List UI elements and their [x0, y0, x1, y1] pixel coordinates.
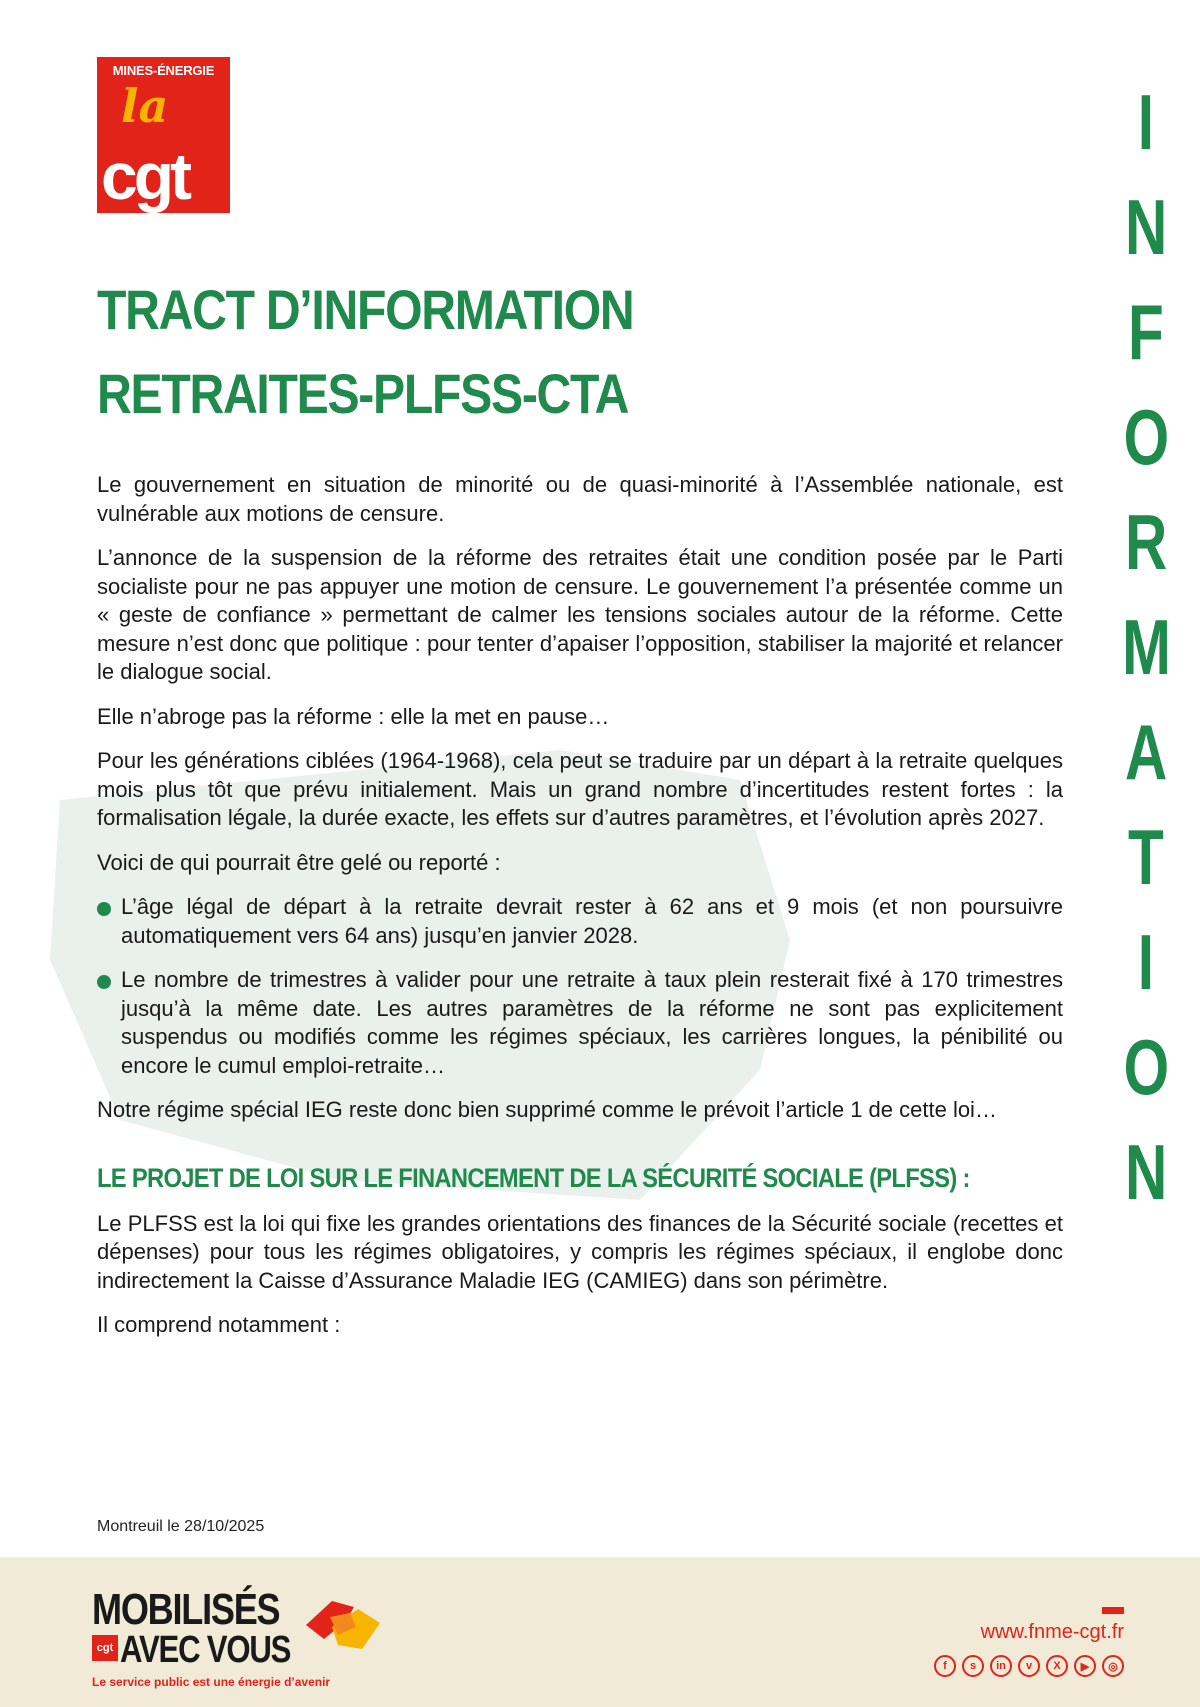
vertical-letter: O [1123, 1023, 1169, 1111]
footer-cgt-logo: cgt [92, 1635, 118, 1661]
vertical-letter: A [1124, 708, 1168, 796]
paragraph: Le gouvernement en situation de minorité ou de quasi-minorité à l’Assemblée nationale, est vulnérable aux motions de censure. [97, 472, 1063, 526]
vertical-letter: I [1137, 78, 1155, 166]
list-item [97, 893, 1063, 950]
page-title [97, 268, 721, 436]
vertical-letter: M [1121, 603, 1171, 691]
dateline: Montreuil le 28/10/2025 [97, 1518, 265, 1535]
instagram-icon[interactable]: ◎ [1102, 1655, 1124, 1677]
footer-slogan-line-2: AVEC VOUS [120, 1629, 291, 1671]
vimeo-icon[interactable]: v [1018, 1655, 1040, 1677]
bullet-dot-icon [97, 902, 111, 916]
title-line-2: RETRAITES-PLFSS-CTA [97, 362, 629, 425]
x-icon[interactable]: X [1046, 1655, 1068, 1677]
logo-brand: MINES-ÉNERGIE [112, 63, 215, 78]
document-body [97, 471, 1063, 1356]
title-line-1: TRACT D’INFORMATION [97, 278, 634, 341]
section-heading: LE PROJET DE LOI SUR LE FINANCEMENT DE LA SÉCURITÉ SOCIALE (PLFSS) : [97, 1162, 970, 1193]
cgt-logo [97, 57, 230, 213]
logo-name: cgt [101, 139, 188, 213]
facebook-icon[interactable]: f [934, 1655, 956, 1677]
vertical-letter: N [1124, 183, 1168, 271]
footer [0, 1557, 1200, 1707]
vertical-letter: F [1128, 288, 1164, 376]
vertical-information-word [1116, 70, 1176, 1225]
bullet-dot-icon [97, 975, 111, 989]
list-item-text: Le nombre de trimestres à valider pour une retraite à taux plein resterait fixé à 170 trimestres jusqu’à la même date. Les autres paramètres de la réforme ne sont pas explicitement suspendus ou modifiés comme les régimes spéciaux, les carrières longues, la pénibilité ou encore le cumul emploi-retraite… [121, 967, 1063, 1078]
decorative-dash [1102, 1607, 1124, 1614]
list-item-text: L’âge légal de départ à la retraite devrait rester à 62 ans et 9 mois (et non poursuivre automatiquement vers 64 ans) jusqu’en janvier 2028. [121, 894, 1063, 948]
paragraph: Elle n’abroge pas la réforme : elle la met en pause… [97, 703, 610, 729]
vertical-letter: N [1124, 1128, 1168, 1216]
logo-script: la [121, 79, 169, 133]
handshake-icon [302, 1587, 384, 1657]
vertical-letter: T [1128, 813, 1164, 901]
social-icons [934, 1655, 1124, 1677]
website-link[interactable]: www.fnme-cgt.fr [980, 1621, 1124, 1643]
paragraph: Le PLFSS est la loi qui fixe les grandes orientations des finances de la Sécurité sociale (recettes et dépenses) pour tous les régimes obligatoires, y compris les régimes spéciaux, il englobe donc indirectement la Caisse d’Assurance Maladie IEG (CAMIEG) dans son périmètre. [97, 1210, 1063, 1293]
vertical-letter: I [1137, 918, 1155, 1006]
paragraph: Il comprend notamment : [97, 1312, 341, 1337]
footer-slogan-line-1: MOBILISÉS [92, 1585, 280, 1634]
linkedin-icon[interactable]: in [990, 1655, 1012, 1677]
snapchat-icon[interactable]: s [962, 1655, 984, 1677]
youtube-icon[interactable]: ▶ [1074, 1655, 1096, 1677]
bullet-list [97, 893, 1063, 1080]
paragraph: Notre régime spécial IEG reste donc bien supprimé comme le prévoit l’article 1 de cette loi… [97, 1097, 997, 1122]
paragraph: Pour les générations ciblées (1964-1968), cela peut se traduire par un départ à la retraite quelques mois plus tôt que prévu initialement. Mais un grand nombre d’incertitudes restent fortes : la formalisation légale, la durée exacte, les effets sur d’autres paramètres, et l’évolution après 2027. [97, 748, 1063, 830]
footer-tagline: Le service public est une énergie d’avenir [92, 1675, 331, 1689]
paragraph: L’annonce de la suspension de la réforme des retraites était une condition posée par le Parti socialiste pour ne pas appuyer une motion de censure. Le gouvernement l’a présentée comme un « geste de confiance » permettant de calmer les tensions sociales autour de la réforme. Cette mesure n’est donc que politique : pour tenter d’apaiser l’opposition, stabiliser la majorité et relancer le dialogue social. [97, 545, 1063, 684]
list-item [97, 966, 1063, 1080]
vertical-letter: O [1123, 393, 1169, 481]
vertical-letter: R [1124, 498, 1168, 586]
paragraph: Voici de qui pourrait être gelé ou reporté : [97, 849, 501, 875]
